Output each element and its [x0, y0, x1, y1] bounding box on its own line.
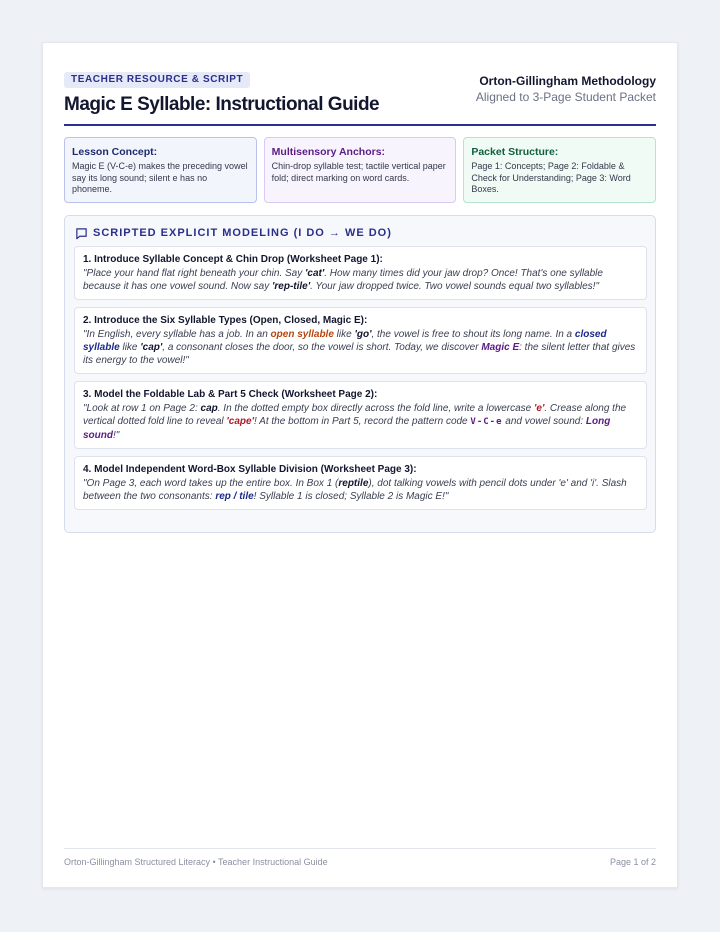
methodology-label: Orton-Gillingham Methodology: [479, 74, 656, 88]
script-step-4: [74, 456, 647, 510]
step-script: [83, 267, 638, 293]
keyword-cat: 'cat': [305, 268, 325, 279]
summary-cards: [64, 137, 656, 203]
keyword-closed-syllable: closed syllable: [83, 329, 607, 353]
keyword-reptile: reptile: [338, 478, 369, 489]
keyword-open-syllable: open syllable: [270, 329, 334, 340]
card-text: Magic E (V-C-e) makes the preceding vowel say its long sound; silent e has no phoneme.: [72, 161, 248, 194]
step-script: [83, 402, 638, 442]
script-text: . How many times did your jaw drop? Once! That's one syllable because it has one vowel sound. Now say: [83, 268, 603, 292]
script-text: "Look at row 1 on Page 2:: [83, 403, 201, 414]
chat-bubble-icon: [75, 227, 88, 240]
script-text: : the silent letter that gives its energy to the vowel!": [83, 342, 636, 366]
page-footer: [64, 848, 656, 867]
keyword-magic-e: Magic E: [481, 342, 520, 353]
keyword-cap: cap: [200, 403, 218, 414]
card-text: Chin-drop syllable test; tactile vertical paper fold; direct marking on word cards.: [271, 161, 446, 183]
keyword-rep-tile-division: rep / tile: [215, 491, 254, 502]
multisensory-anchors-card: [264, 137, 457, 203]
header-right: [476, 69, 656, 104]
page-number: Page 1 of 2: [609, 857, 656, 867]
script-text: like: [333, 329, 355, 340]
packet-structure-card: [463, 137, 656, 203]
script-text: . Your jaw dropped twice. Two vowel sounds equal two syllables!": [310, 281, 599, 292]
step-title: 1. Introduce Syllable Concept & Chin Drop (Worksheet Page 1):: [83, 254, 383, 265]
script-text: ), dot talking vowels with pencil dots under 'e' and 'i'. Slash between the two consonants:: [83, 478, 627, 502]
script-text: "Place your hand flat right beneath your chin. Say: [83, 268, 306, 279]
resource-tag: TEACHER RESOURCE & SCRIPT: [64, 72, 250, 88]
keyword-long-sound: Long sound: [83, 416, 611, 441]
script-text: "On Page 3, each word takes up the entire box. In Box 1 (: [83, 478, 339, 489]
page-header: [64, 69, 656, 119]
header-left: [64, 69, 379, 116]
script-text: . Crease along the vertical dotted fold line to reveal: [83, 403, 627, 427]
header-divider: [64, 124, 656, 126]
page-title: Magic E Syllable: Instructional Guide: [64, 94, 380, 115]
card-title: Lesson Concept:: [72, 146, 158, 158]
step-script: [83, 328, 638, 367]
script-text: . In the dotted empty box directly across the fold line, write a lowercase: [217, 403, 535, 414]
script-text: ! Syllable 1 is closed; Syllable 2 is Magic E!": [253, 491, 449, 502]
keyword-go: 'go': [354, 329, 372, 340]
card-title: Packet Structure:: [471, 146, 559, 158]
keyword-rep-tile: 'rep-tile': [272, 281, 311, 292]
keyword-e: 'e': [534, 403, 545, 414]
keyword-cap: 'cap': [140, 342, 163, 353]
script-step-2: [74, 307, 647, 374]
keyword-cape: 'cape': [226, 416, 254, 427]
alignment-note: Aligned to 3-Page Student Packet: [475, 90, 656, 104]
card-title: Multisensory Anchors:: [271, 146, 386, 158]
script-step-1: [74, 246, 647, 300]
script-text: and vowel sound:: [502, 416, 586, 427]
guide-page: [42, 42, 678, 888]
script-text: !": [113, 430, 120, 441]
keyword-vce-code: V-C-e: [470, 417, 503, 427]
card-text: Page 1: Concepts; Page 2: Foldable & Check for Understanding; Page 3: Word Boxes.: [471, 161, 631, 194]
footer-label: Orton-Gillingham Structured Literacy • Teacher Instructional Guide: [64, 857, 328, 867]
step-title: 2. Introduce the Six Syllable Types (Open, Closed, Magic E):: [83, 315, 368, 326]
step-script: [83, 477, 638, 503]
script-text: ! At the bottom in Part 5, record the pattern code: [253, 416, 471, 427]
lesson-concept-card: [64, 137, 257, 203]
step-title: 3. Model the Foldable Lab & Part 5 Check (Worksheet Page 2):: [83, 389, 378, 400]
script-step-3: [74, 381, 647, 449]
scripted-modeling-section: [64, 215, 656, 533]
script-text: , a consonant closes the door, so the vowel is short. Today, we discover: [162, 342, 482, 353]
section-header: [74, 224, 647, 242]
script-text: like: [119, 342, 141, 353]
script-text: , the vowel is free to shout its long name. In a: [371, 329, 575, 340]
script-text: "In English, every syllable has a job. In an: [83, 329, 271, 340]
section-title: SCRIPTED EXPLICIT MODELING (I DO → WE DO): [93, 227, 392, 239]
step-title: 4. Model Independent Word-Box Syllable Division (Worksheet Page 3):: [83, 464, 417, 475]
